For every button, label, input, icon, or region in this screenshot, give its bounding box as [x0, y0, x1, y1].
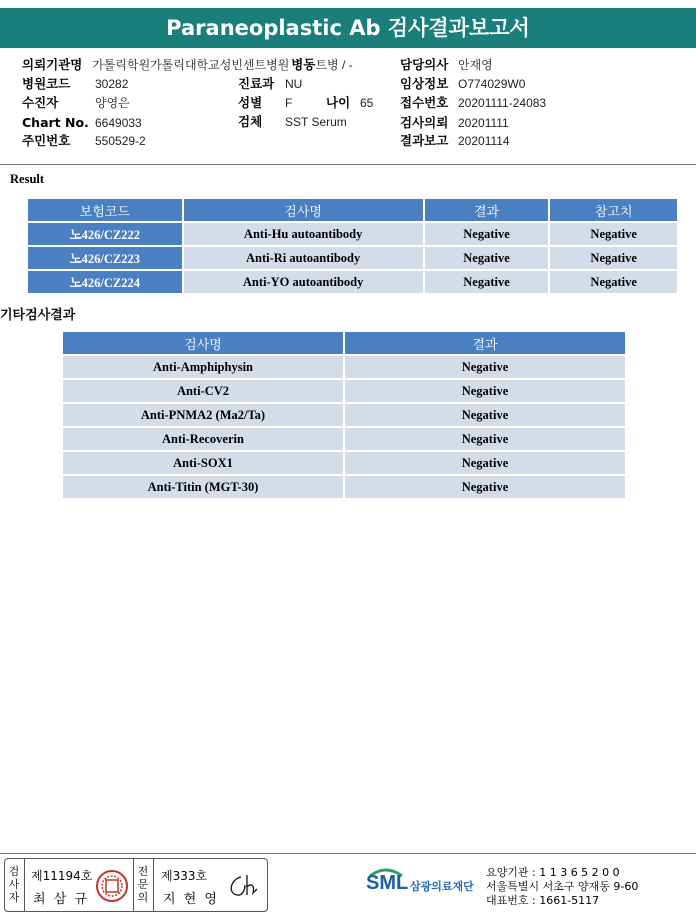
- other-row-name: Anti-Amphiphysin: [63, 356, 343, 378]
- rrn-value: 550529-2: [95, 134, 146, 148]
- table-row: [63, 452, 625, 474]
- other-row-name: Anti-Recoverin: [63, 428, 343, 450]
- sml-name: 삼광의료재단: [410, 880, 474, 893]
- row-code: 노426/CZ224: [28, 271, 182, 293]
- row-result: Negative: [425, 247, 549, 269]
- other-table: [61, 330, 627, 500]
- clinical-label: 임상정보: [400, 76, 449, 91]
- other-col-name-header: 검사명: [63, 332, 343, 354]
- other-section-label: 기타검사결과: [0, 308, 76, 323]
- reviewer-license: 제333호: [161, 869, 208, 883]
- other-row-name: Anti-PNMA2 (Ma2/Ta): [63, 404, 343, 426]
- rrn-label: 주민번호: [22, 133, 71, 148]
- row-name: Anti-Ri autoantibody: [184, 247, 423, 269]
- other-col-result-header: 결과: [345, 332, 625, 354]
- table-row: [63, 476, 625, 498]
- request-label: 검사의뢰: [400, 115, 449, 130]
- sml-logo-text: SML: [366, 872, 409, 894]
- divider: [133, 859, 134, 911]
- row-ref: Negative: [550, 271, 677, 293]
- table-row: [28, 247, 677, 269]
- specimen-label: 검체: [238, 114, 263, 129]
- inspector-vertical-label: 검사자: [8, 865, 20, 904]
- receipt-label: 접수번호: [400, 95, 449, 110]
- divider-top: [0, 164, 696, 165]
- inspector-seal-icon: [95, 869, 129, 903]
- reviewer-name: 지 현 영: [163, 892, 219, 907]
- row-name: Anti-YO autoantibody: [184, 271, 423, 293]
- doctor-value: 안재영: [458, 58, 493, 72]
- table-row: [63, 380, 625, 402]
- row-name: Anti-Hu autoantibody: [184, 223, 423, 245]
- code-value: 30282: [95, 77, 129, 91]
- doctor-label: 담당의사: [400, 57, 449, 72]
- table-row: [28, 223, 677, 245]
- other-row-result: Negative: [345, 404, 625, 426]
- other-row-result: Negative: [345, 428, 625, 450]
- inst-code: 요양기관 : 1 1 3 6 5 2 0 0: [486, 866, 620, 879]
- other-row-result: Negative: [345, 452, 625, 474]
- reviewer-vertical-label: 전문의: [137, 865, 149, 904]
- other-row-result: Negative: [345, 476, 625, 498]
- age-value: 65: [360, 96, 374, 110]
- collector-value: 양영은: [95, 96, 130, 110]
- sex-value: F: [285, 96, 293, 110]
- row-code: 노426/CZ222: [28, 223, 182, 245]
- other-table-header: [63, 332, 625, 354]
- divider: [24, 859, 25, 911]
- ward-value: 트병 / -: [315, 58, 353, 72]
- ward-label: 병동: [291, 57, 316, 72]
- divider: [153, 859, 154, 911]
- col-code-header: 보험코드: [28, 199, 182, 221]
- code-row: [22, 77, 70, 91]
- code-label: 병원코드: [22, 76, 71, 91]
- inspector-name: 최 삼 규: [33, 892, 89, 907]
- col-ref-header: 참고치: [550, 199, 677, 221]
- result-table-header: [28, 199, 677, 221]
- col-result-header: 결과: [425, 199, 549, 221]
- clinical-value: O774029W0: [458, 77, 526, 91]
- age-label: 나이: [326, 95, 351, 110]
- other-row-name: Anti-CV2: [63, 380, 343, 402]
- specimen-value: SST Serum: [285, 115, 347, 129]
- chart-value: 6649033: [95, 116, 142, 130]
- row-result: Negative: [425, 223, 549, 245]
- other-row-result: Negative: [345, 380, 625, 402]
- hospital-label: 의뢰기관명: [22, 57, 83, 72]
- dept-value: NU: [285, 77, 303, 91]
- table-row: [63, 404, 625, 426]
- row-ref: Negative: [550, 223, 677, 245]
- table-row: [63, 356, 625, 378]
- row-code: 노426/CZ223: [28, 247, 182, 269]
- request-value: 20201111: [458, 116, 509, 130]
- col-name-header: 검사명: [184, 199, 423, 221]
- collector-label: 수진자: [22, 95, 59, 110]
- receipt-value: 20201111-24083: [458, 96, 547, 110]
- hospital-row: [22, 58, 353, 72]
- divider-bottom: [0, 853, 696, 854]
- other-row-result: Negative: [345, 356, 625, 378]
- sex-label: 성별: [238, 95, 263, 110]
- report-title: Paraneoplastic Ab 검사결과보고서: [0, 8, 696, 48]
- result-section-label: Result: [10, 172, 45, 186]
- hospital-value: 가톨릭학원가톨릭대학교성빈센트병원: [92, 58, 290, 72]
- phone: 대표번호 : 1661-5117: [486, 894, 600, 907]
- table-row: [63, 428, 625, 450]
- inspector-license: 제11194호: [31, 869, 93, 883]
- table-row: [28, 271, 677, 293]
- reviewer-signature-icon: [223, 871, 263, 901]
- report-date-label: 결과보고: [400, 133, 449, 148]
- other-row-name: Anti-SOX1: [63, 452, 343, 474]
- chart-label: Chart No.: [22, 115, 89, 130]
- report-date-value: 20201114: [458, 134, 510, 148]
- address: 서울특별시 서초구 양재동 9-60: [486, 880, 639, 893]
- signature-box: [4, 858, 268, 912]
- other-row-name: Anti-Titin (MGT-30): [63, 476, 343, 498]
- result-table: [26, 197, 679, 295]
- row-ref: Negative: [550, 247, 677, 269]
- row-result: Negative: [425, 271, 549, 293]
- dept-label: 진료과: [238, 76, 275, 91]
